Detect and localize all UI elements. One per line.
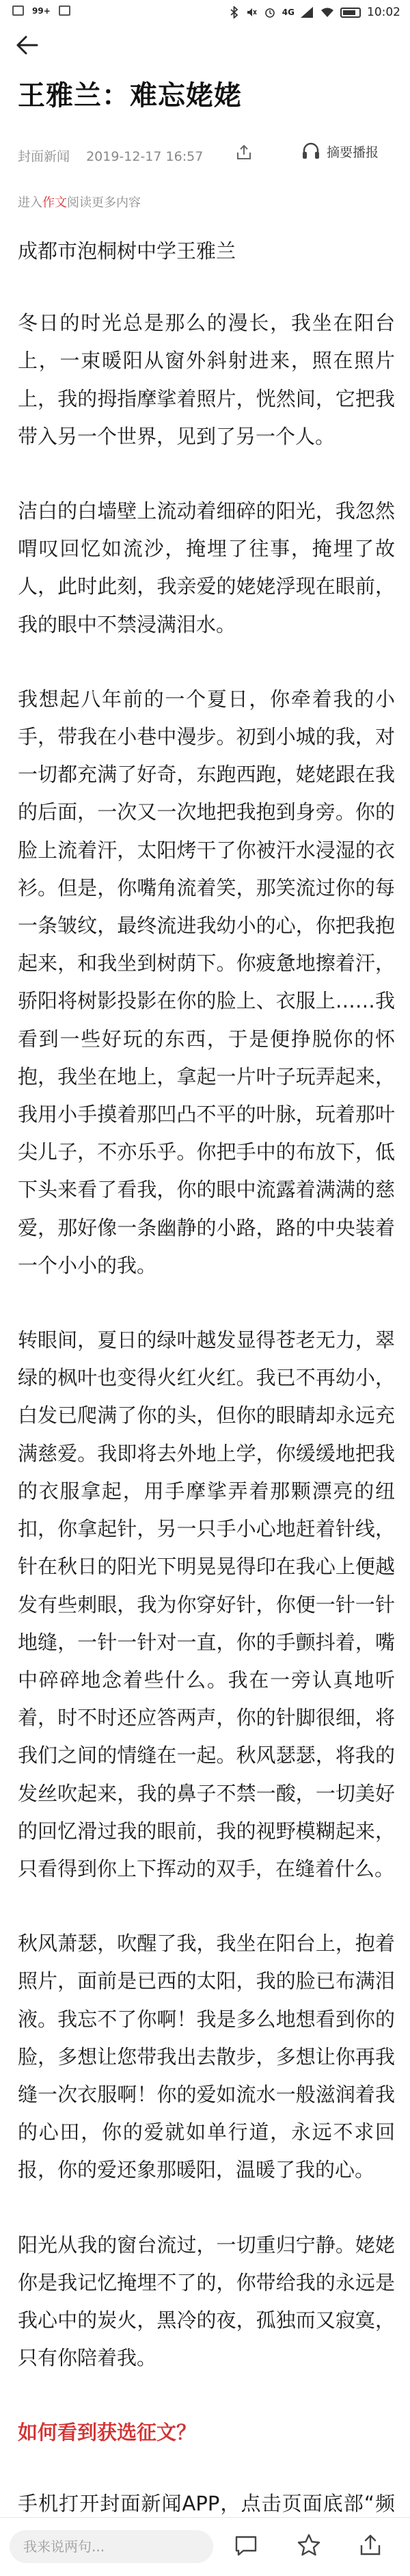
comment-icon[interactable] bbox=[232, 2532, 260, 2559]
notification-app-icon bbox=[12, 5, 24, 16]
article-source[interactable]: 封面新闻 bbox=[18, 149, 70, 164]
back-arrow-icon[interactable] bbox=[14, 31, 41, 59]
related-suffix: 阅读更多内容 bbox=[67, 196, 141, 210]
related-topic-line bbox=[18, 193, 141, 211]
status-bar-right bbox=[230, 5, 400, 19]
section-heading: 如何看到获选征文？ bbox=[18, 2421, 197, 2445]
paragraph: 冬日的时光总是那么的漫长，我坐在阳台上，一束暖阳从窗外斜射进来，照在照片上，我的拇指摩挲着照片，恍然间，它把我带入另一个世界，见到了另一个人。 bbox=[18, 311, 395, 448]
article-body bbox=[18, 233, 395, 2560]
related-topic-link[interactable]: 作文 bbox=[42, 196, 67, 210]
status-bar bbox=[0, 0, 410, 25]
comment-input[interactable] bbox=[10, 2530, 213, 2563]
network-type-label: 4G bbox=[282, 8, 295, 17]
notification-app-icon-2 bbox=[59, 5, 70, 16]
article-meta bbox=[18, 146, 215, 165]
share-icon[interactable] bbox=[235, 144, 253, 161]
share-icon-bottom[interactable] bbox=[357, 2532, 384, 2559]
status-bar-left bbox=[12, 5, 70, 16]
paragraph: 秋风萧瑟，吹醒了我，我坐在阳台上，抱着照片，面前是已西的太阳，我的脸已布满泪液。我忘不了你啊！我是多么地想看到你的脸，多想让您带我出去散步，多想让你再我缝一次衣服啊！你的爱如流水一般滋润着我的心田，你的爱就如单行道，永远不求回报，你的爱还象那暖阳，温暖了我的心。 bbox=[18, 1932, 395, 2182]
closing-paragraph: 手机打开封面新闻APP，点击页面底部“频 bbox=[18, 2491, 395, 2515]
related-prefix: 进入 bbox=[18, 196, 42, 210]
headphones-icon bbox=[301, 141, 321, 161]
summary-broadcast-label: 摘要播报 bbox=[327, 144, 379, 160]
paragraph: 我想起八年前的一个夏日，你牵着我的小手，带我在小巷中漫步。初到小城的我，对一切都充满了好奇，东跑西跑，姥姥跟在我的后面，一次又一次地把我抱到身旁。你的脸上流着汗，太阳烤干了你被汗水浸湿的衣衫。但是，你嘴角流着笑，那笑流过你的每一条皱纹，最终流进我幼小的心，你把我抱起来，和我坐到树荫下。你疲惫地擦着汗，骄阳将树影投影在你的脸上、衣服上……我看到一些好玩的东西，于是便挣脱你的怀抱，我坐在地上，拿起一片叶子玩弄起来，我用小手摸着那凹凸不平的叶脉，玩着那叶尖儿子，不亦乐乎。你把手中的布放下，低下头来看了看我，你的眼中流露着满满的慈爱，那好像一条幽静的小路，路的中央装着一个小小的我。 bbox=[18, 687, 395, 1277]
battery-icon bbox=[340, 8, 361, 18]
alarm-icon bbox=[264, 6, 276, 18]
signal-icon bbox=[301, 7, 314, 18]
article-datetime: 2019-12-17 16:57 bbox=[86, 149, 204, 164]
favorite-star-icon[interactable] bbox=[295, 2532, 323, 2559]
wifi-icon bbox=[320, 7, 334, 18]
paragraph: 洁白的白墙壁上流动着细碎的阳光，我忽然喟叹回忆如流沙，掩埋了往事，掩埋了故人，此时此刻，我亲爱的姥姥浮现在眼前，我的眼中不禁浸满泪水。 bbox=[18, 499, 395, 636]
paragraph: 阳光从我的窗台流过，一切重归宁静。姥姥你是我记忆掩埋不了的，你带给我的永远是我心中的炭火，黑冷的夜，孤独而又寂寞，只有你陪着我。 bbox=[18, 2233, 395, 2370]
paragraph: 转眼间，夏日的绿叶越发显得苍老无力，翠绿的枫叶也变得火红火红。我已不再幼小，白发已爬满了你的头，但你的眼睛却永远充满慈爱。我即将去外地上学，你缓缓地把我的衣服拿起，用手摩挲弄着那颗漂亮的纽扣，你拿起针，另一只手小心地赶着针线，针在秋日的阳光下明晃晃得印在我心上便越发有些刺眼，我为你穿好针，你便一针一针地缝，一针一针对一直，你的手颤抖着，嘴中碎碎地念着些什么。我在一旁认真地听着，时不时还应答两声，你的针脚很细，将我们之间的情缝在一起。秋风瑟瑟，将我的发丝吹起来，我的鼻子不禁一酸，一切美好的回忆滑过我的眼前，我的视野模糊起来，只看得到你上下挥动的双手，在缝着什么。 bbox=[18, 1328, 395, 1880]
top-nav bbox=[0, 25, 410, 67]
author-line: 成都市泡桐树中学王雅兰 bbox=[18, 239, 236, 263]
bottom-bar bbox=[0, 2517, 410, 2576]
mute-icon bbox=[245, 6, 258, 18]
bluetooth-icon bbox=[230, 6, 239, 18]
article-title: 王雅兰：难忘姥姥 bbox=[18, 80, 242, 111]
notification-badge: 99+ bbox=[32, 5, 51, 16]
summary-broadcast-button[interactable] bbox=[301, 141, 379, 161]
status-time: 10:02 bbox=[367, 5, 400, 19]
